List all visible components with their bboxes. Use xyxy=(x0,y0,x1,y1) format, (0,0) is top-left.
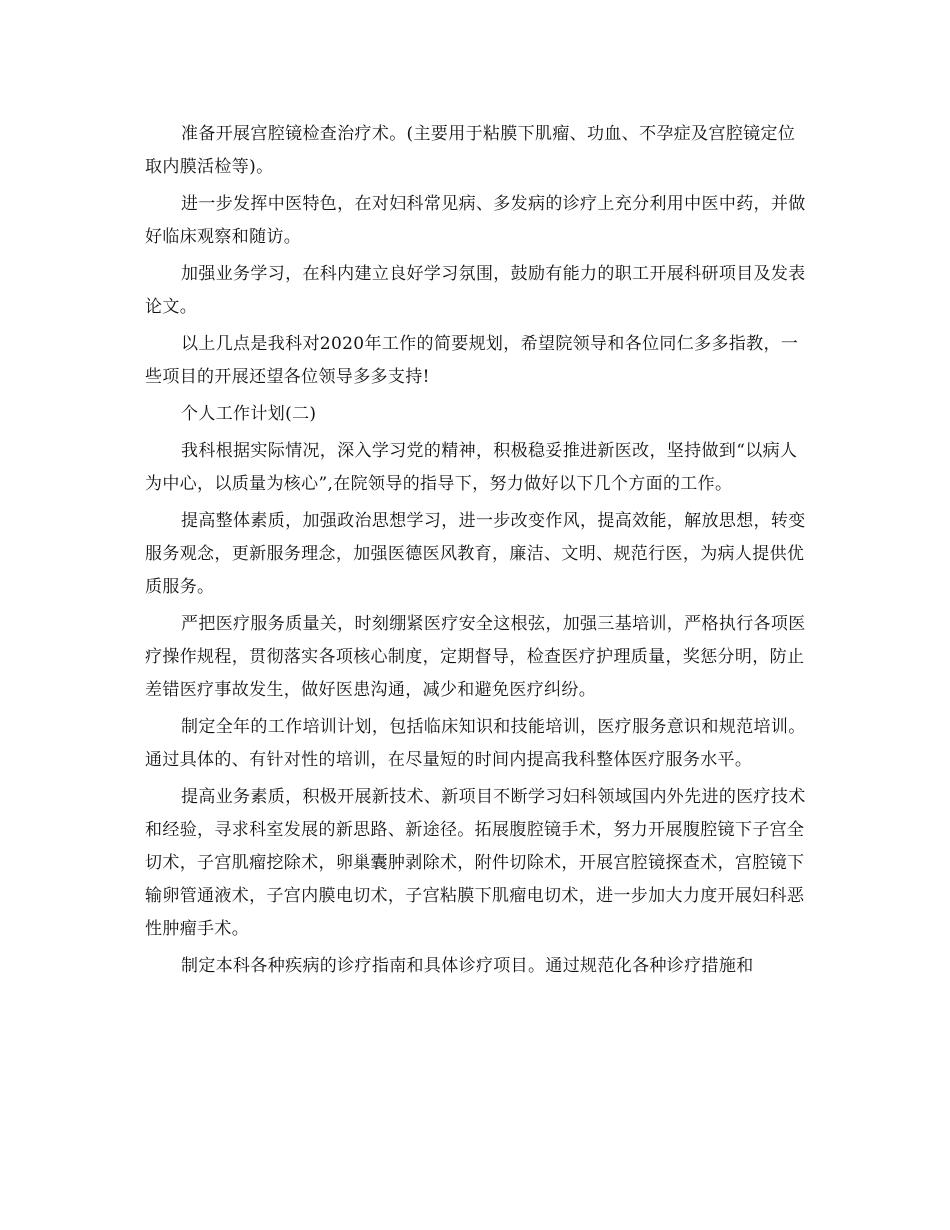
paragraph: 准备开展宫腔镜检查治疗术。(主要用于粘膜下肌瘤、功血、不孕症及宫腔镜定位取内膜活检等)。 xyxy=(145,124,796,177)
paragraph: 以上几点是我科对2020年工作的简要规划，希望院领导和各位同仁多多指教，一些项目的开展还望各位领导多多支持! xyxy=(145,334,799,387)
paragraph: 提高整体素质，加强政治思想学习，进一步改变作风，提高效能，解放思想，转变服务观念，更新服务理念，加强医德医风教育，廉洁、文明、规范行医，为病人提供优质服务。 xyxy=(145,511,806,597)
paragraph: 严把医疗服务质量关，时刻绷紧医疗安全这根弦，加强三基培训，严格执行各项医疗操作规程，贯彻落实各项核心制度，定期督导，检查医疗护理质量，奖惩分明，防止差错医疗事故发生，做好医患沟通，减少和避免医疗纠纷。 xyxy=(145,614,806,700)
paragraph: 制定本科各种疾病的诊疗指南和具体诊疗项目。通过规范化各种诊疗措施和 xyxy=(181,956,754,976)
paragraph: 加强业务学习，在科内建立良好学习氛围，鼓励有能力的职工开展科研项目及发表论文。 xyxy=(145,264,806,317)
paragraph: 提高业务素质，积极开展新技术、新项目不断学习妇科领域国内外先进的医疗技术和经验，寻求科室发展的新思路、新途径。拓展腹腔镜手术，努力开展腹腔镜下子宫全切术，子宫肌瘤挖除术，卵巢囊肿剥除术，附件切除术，开展宫腔镜探查术，宫腔镜下输卵管通液术，子宫内膜电切术，子宫粘膜下肌瘤电切术，进一步加大力度开展妇科恶性肿瘤手术。 xyxy=(145,787,806,939)
section-heading: 个人工作计划(二) xyxy=(181,404,317,424)
paragraph: 制定全年的工作培训计划，包括临床知识和技能培训，医疗服务意识和规范培训。通过具体的、有针对性的培训，在尽量短的时间内提高我科整体医疗服务水平。 xyxy=(145,717,806,770)
paragraph: 我科根据实际情况，深入学习党的精神，积极稳妥推进新医改，坚持做到“以病人为中心，以质量为核心”,在院领导的指导下，努力做好以下几个方面的工作。 xyxy=(145,441,798,494)
paragraph: 进一步发挥中医特色，在对妇科常见病、多发病的诊疗上充分利用中医中药，并做好临床观察和随访。 xyxy=(145,194,806,247)
document-body xyxy=(145,118,810,987)
